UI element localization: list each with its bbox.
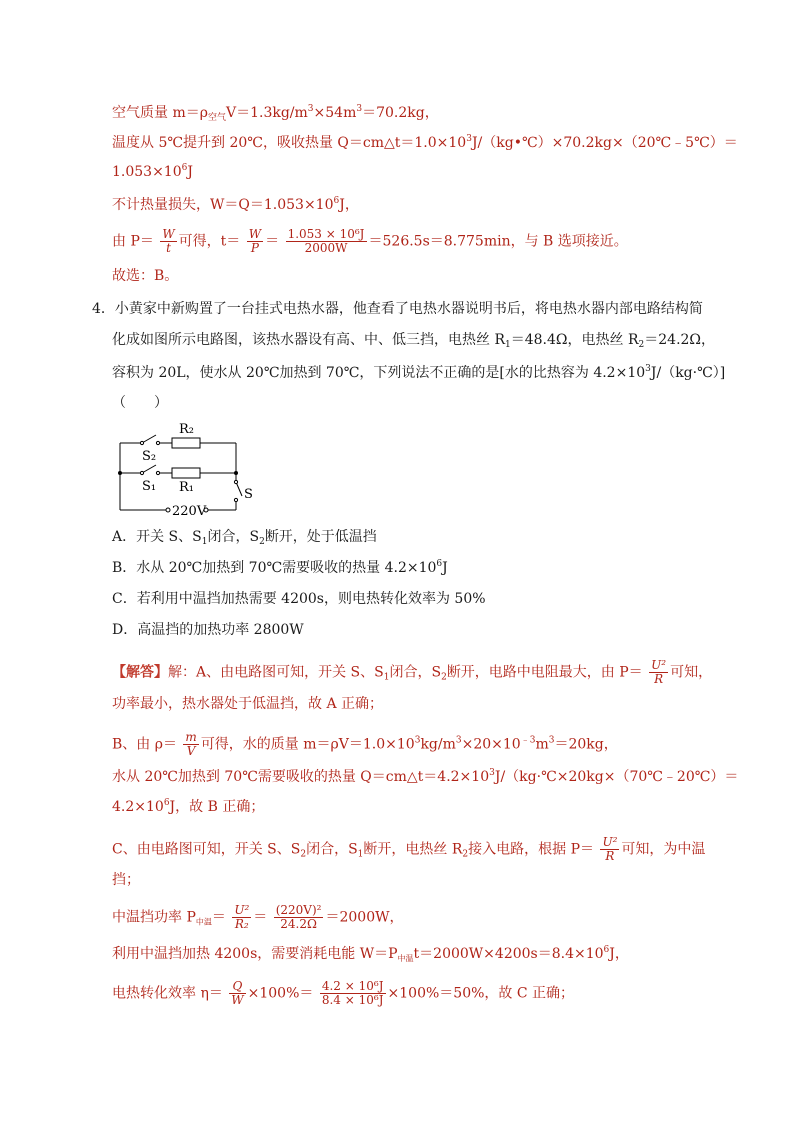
solution4-line-c5: 电热转化效率 η＝ $\frac{Q}{W}$ ×100%＝ $\frac{\text{4.2 × 10⁶J}}{\text{8.4 × 10⁶J}}$ ×100%＝50%，故 C 正确；: [112, 979, 575, 1007]
option-b: B．水从 20℃加热到 70℃需要吸收的热量 $4.2\times 10^6J$: [112, 559, 448, 576]
solution4-line-b3: $4.2\times 10^6J$，故 B 正确；: [112, 798, 265, 815]
label-s2: S₂: [142, 449, 157, 464]
resistor-r2: [172, 438, 200, 448]
label-voltage: 220V: [172, 504, 207, 519]
fraction-voltage-over-resistance: $\frac{\text{(220V)²}}{24.2\Omega}$: [275, 903, 322, 931]
answer-tag: 【解答】: [112, 664, 168, 681]
circuit-diagram: [112, 420, 272, 520]
switch-s-blade: [236, 482, 242, 496]
label-r1: R₁: [179, 480, 194, 495]
solution4-line-b2: 水从 20℃加热到 70℃需要吸收的热量 $Q=cm\triangle t=4.2\times 10^3J/(kg\cdot℃\times 20kg\times(70℃﹣20℃)=$: [112, 768, 739, 785]
switch-contact: [140, 441, 143, 444]
option-c: C．若利用中温挡加热需要 4200s，则电热转化效率为 50%: [112, 591, 486, 607]
switch-contact: [140, 471, 143, 474]
junction-dot: [118, 471, 122, 475]
fraction-u2-over-r2: $\frac{\text{U²}}{\text{R₂}}$: [234, 903, 250, 931]
fraction-w-over-t: $\frac{W}{t}$: [162, 227, 175, 255]
option-d: D．高温挡的加热功率 2800W: [112, 622, 304, 638]
question4-line-1: 4．小黄家中新购置了一台挂式电热水器，他查看了电热水器说明书后，将电热水器内部电路结构简: [92, 301, 703, 317]
question4-line-3: 容积为 20L，使水从 20℃加热到 70℃，下列说法不正确的是[水的比热容为 $4.2\times 10^3J/(kg\cdot℃)$]: [112, 364, 726, 381]
solution4-line-c2: 挡；: [112, 872, 140, 888]
fraction-w-over-p: $\frac{W}{P}$: [248, 227, 262, 255]
label-s1: S₁: [142, 479, 157, 494]
switch-contact: [234, 498, 237, 501]
fraction-m-over-v: $\frac{m}{V}$: [185, 730, 197, 758]
solution4-line-a2: 功率最小，热水器处于低温挡，故 A 正确；: [112, 696, 384, 712]
solution3-line-1: 空气质量 $m=\rho_{空气}V=1.3kg/m^3\times 54m^3=70.2kg$，: [112, 104, 439, 123]
switch-contact: [234, 480, 237, 483]
fraction-u2-over-r: $\frac{\text{U²}}{R}$: [602, 835, 618, 863]
option-a: A．开关 S、$S_1$闭合，$S_2$断开，处于低温挡: [112, 529, 377, 547]
solution4-line-c3: 中温挡功率 $P_{中温}=$ $\frac{\text{U²}}{\text{R₂}}$ ＝ $\frac{\text{(220V)²}}{24.2\Omega}$ ＝2000W，: [112, 903, 404, 931]
fraction-energy-over-power: $\frac{\text{1.053 × 10⁶J}}{2000W}$: [287, 227, 365, 255]
circuit-svg: [112, 420, 272, 520]
solution4-line-c4: 利用中温挡加热 4200s，需要消耗电能 $W=P_{中温}t=2000W\times 4200s=8.4\times 10^6J$，: [112, 945, 629, 963]
resistor-r1: [172, 468, 200, 478]
solution3-line-5: 由 P＝ $\frac{W}{t}$ 可得，t＝ $\frac{W}{P}$ ＝ $\frac{\text{1.053 × 10⁶J}}{2000W}$ ＝526.5s＝8.775min，与 B 选项接近。: [112, 227, 628, 255]
solution3-answer: 故选：B。: [112, 268, 179, 284]
fraction-u2-over-r: $\frac{\text{U²}}{R}$: [651, 658, 667, 686]
solution4-line-a1: 【解答】解：A、由电路图可知，开关 S、$S_1$闭合，$S_2$断开，电路中电阻最大，由 P＝ $\frac{\text{U²}}{R}$ 可知，: [112, 658, 713, 686]
question-number: 4．: [92, 301, 115, 317]
solution4-line-c1: C、由电路图可知，开关 S、$S_2$闭合，$S_1$断开，电热丝 $R_2$接入电路，根据 P＝ $\frac{\text{U²}}{R}$ 可知，为中温: [112, 835, 706, 863]
question4-line-2: 化成如图所示电路图，该热水器设有高、中、低三挡，电热丝 $R_1=48.4\Omega$，电热丝 $R_2=24.2\Omega$，: [112, 332, 716, 350]
label-s: S: [244, 487, 253, 502]
solution3-line-3: $1.053\times 10^6J$: [112, 163, 193, 180]
junction-dot: [234, 471, 238, 475]
fraction-q-over-w: $\frac{Q}{W}$: [231, 979, 244, 1007]
switch-contact: [156, 441, 159, 444]
solution3-line-2: 温度从 5℃提升到 20℃，吸收热量 $Q=cm\triangle t=1.0\times 10^3J/(kg•℃)\times 70.2kg\times(20℃﹣5℃)=$: [112, 134, 738, 151]
solution3-line-4: 不计热量损失，$W=Q=1.053\times 10^6J$，: [112, 196, 359, 213]
switch-s1-blade: [142, 465, 156, 473]
switch-contact: [156, 471, 159, 474]
question4-answer-blank: （ ）: [112, 395, 168, 411]
label-r2: R₂: [179, 422, 194, 437]
terminal: [166, 508, 170, 512]
solution4-line-b1: B、由 ρ＝ $\frac{m}{V}$ 可得，水的质量 $m=\rho V=1.0\times 10^3kg/m^3\times 20\times 10^{﹣3}m^3=20kg$，: [112, 730, 618, 758]
switch-s2-blade: [142, 435, 156, 443]
fraction-heat-over-energy: $\frac{\text{4.2 × 10⁶J}}{\text{8.4 × 10⁶J}}$: [321, 979, 384, 1007]
